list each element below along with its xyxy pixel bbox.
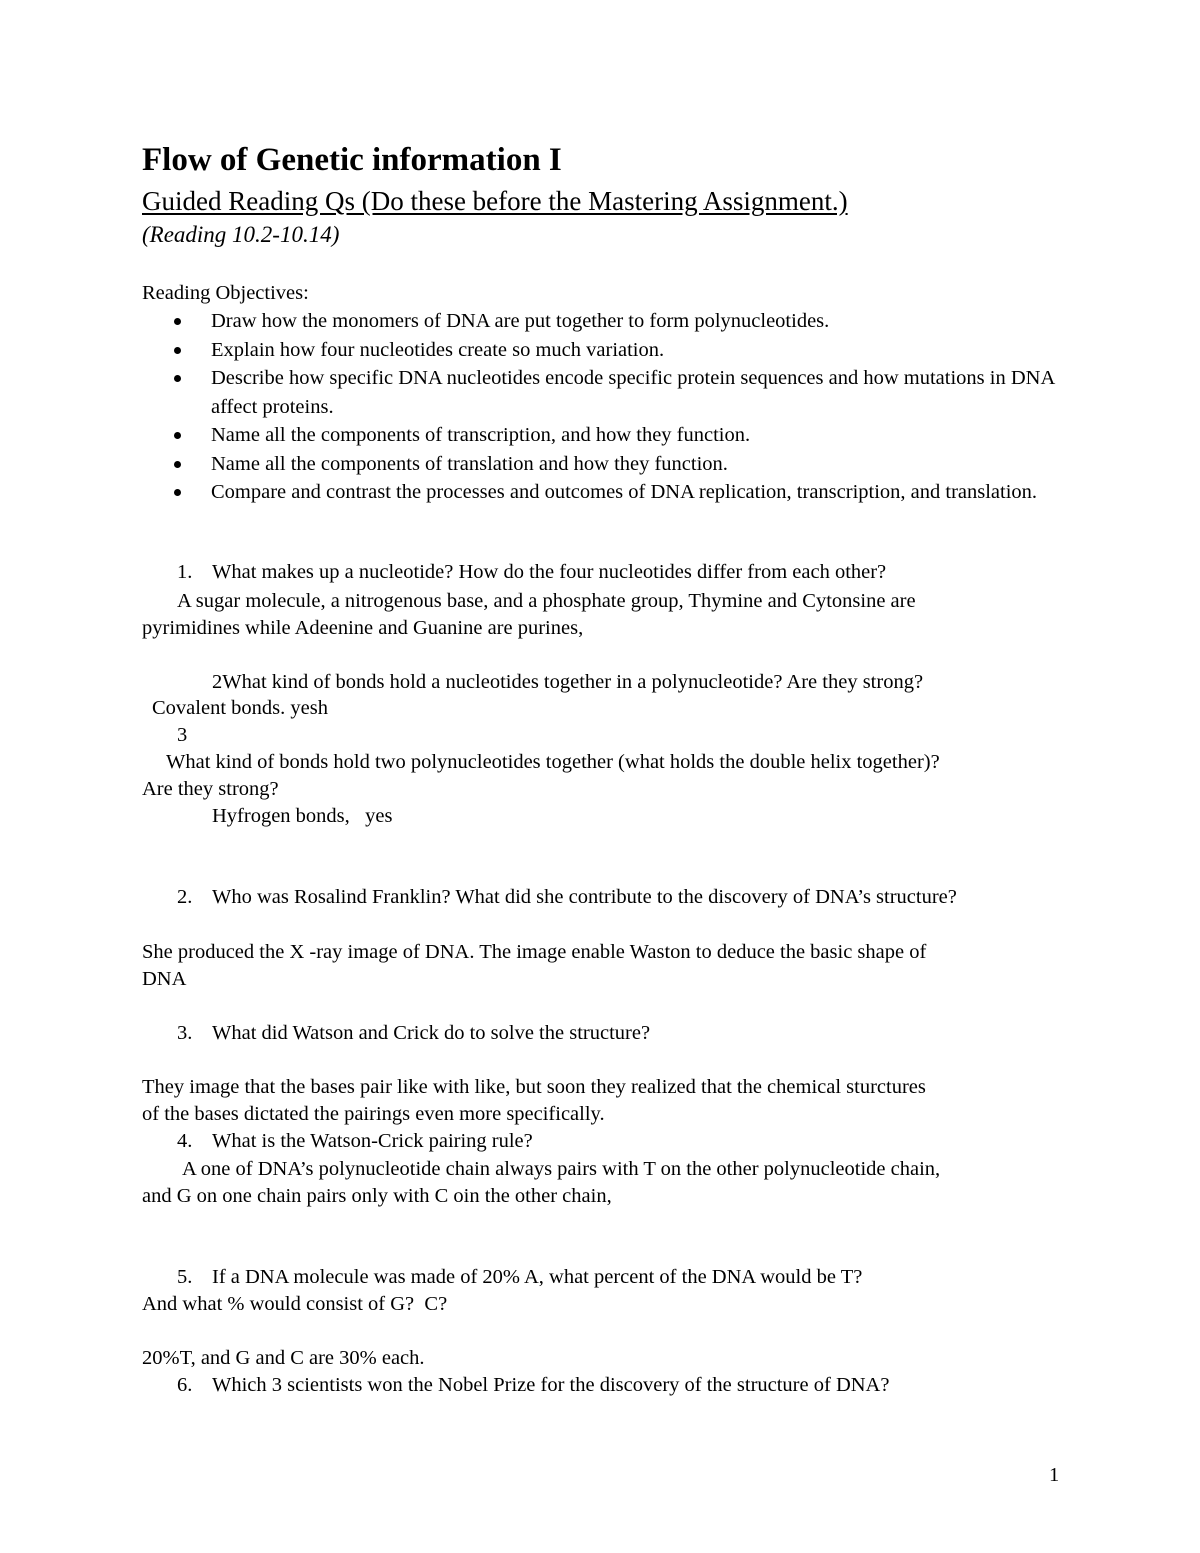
answer-bonds-helix: Hyfrogen bonds, yes [212, 805, 393, 827]
answer-2-line-1: She produced the X -ray image of DNA. The image enable Waston to deduce the basic shape of [142, 941, 927, 963]
objective-item: Name all the components of translation and how they function. [142, 450, 1062, 479]
answer-3-line-2: of the bases dictated the pairings even more specifically. [142, 1103, 605, 1125]
question-2 [177, 884, 1007, 912]
answer-1-line-2: pyrimidines while Adeenine and Guanine are purines, [142, 617, 584, 639]
question-number: 3. [177, 1022, 193, 1044]
question-number: 4. [177, 1130, 193, 1152]
question-3 [177, 1020, 1057, 1048]
bullet-icon [174, 432, 181, 439]
question-number: 3 [177, 724, 188, 746]
question-number: 2. [177, 886, 193, 908]
question-text: If a DNA molecule was made of 20% A, what percent of the DNA would be T? [212, 1266, 863, 1288]
answer-3-line-1: They image that the bases pair like with like, but soon they realized that the chemical sturctures [142, 1076, 926, 1098]
objective-item: Describe how specific DNA nucleotides encode specific protein sequences and how mutations in DNA affect proteins. [142, 364, 1062, 421]
answer-bonds-polynucleotide: Covalent bonds. yesh [152, 697, 328, 719]
bullet-icon [174, 461, 181, 468]
objective-item: Compare and contrast the processes and outcomes of DNA replication, transcription, and translation. [142, 478, 1062, 507]
question-1 [177, 559, 1057, 587]
question-4 [177, 1128, 1057, 1156]
document-title: Flow of Genetic information I [142, 142, 562, 178]
question-number: 5. [177, 1266, 193, 1288]
objective-item: Draw how the monomers of DNA are put together to form polynucleotides. [142, 307, 1062, 336]
question-text: What did Watson and Crick do to solve the structure? [212, 1022, 651, 1044]
question-text: What makes up a nucleotide? How do the four nucleotides differ from each other? [212, 561, 887, 583]
question-text: Who was Rosalind Franklin? What did she contribute to the discovery of DNA’s structure? [212, 886, 957, 908]
question-bonds-helix-line-1: What kind of bonds hold two polynucleotides together (what holds the double helix together)? [166, 751, 940, 773]
objectives-list [142, 307, 1062, 507]
answer-2-line-2: DNA [142, 968, 187, 990]
question-number: 6. [177, 1374, 193, 1396]
objective-item: Name all the components of transcription, and how they function. [142, 421, 1062, 450]
bullet-icon [174, 347, 181, 354]
question-6 [177, 1372, 1057, 1400]
bullet-icon [174, 375, 181, 382]
answer-4-line-2: and G on one chain pairs only with C oin the other chain, [142, 1185, 612, 1207]
reading-reference: (Reading 10.2-10.14) [142, 222, 340, 247]
question-bonds-polynucleotide: 2What kind of bonds hold a nucleotides together in a polynucleotide? Are they strong? [212, 671, 924, 693]
question-text: What is the Watson-Crick pairing rule? [212, 1130, 533, 1152]
bullet-icon [174, 489, 181, 496]
bullet-icon [174, 318, 181, 325]
answer-1-line-1: A sugar molecule, a nitrogenous base, and a phosphate group, Thymine and Cytonsine are [177, 590, 916, 612]
question-5-line-2: And what % would consist of G? C? [142, 1293, 448, 1315]
page-number: 1 [1049, 1464, 1060, 1486]
question-5 [177, 1264, 1057, 1292]
objective-item: Explain how four nucleotides create so much variation. [142, 336, 1062, 365]
answer-5: 20%T, and G and C are 30% each. [142, 1347, 425, 1369]
objectives-heading: Reading Objectives: [142, 282, 309, 304]
document-subtitle: Guided Reading Qs (Do these before the Mastering Assignment.) [142, 186, 848, 216]
answer-4-line-1: A one of DNA’s polynucleotide chain always pairs with T on the other polynucleotide chain, [182, 1158, 941, 1180]
question-bonds-helix-line-2: Are they strong? [142, 778, 279, 800]
question-number: 1. [177, 561, 193, 583]
question-text: Which 3 scientists won the Nobel Prize for the discovery of the structure of DNA? [212, 1374, 890, 1396]
